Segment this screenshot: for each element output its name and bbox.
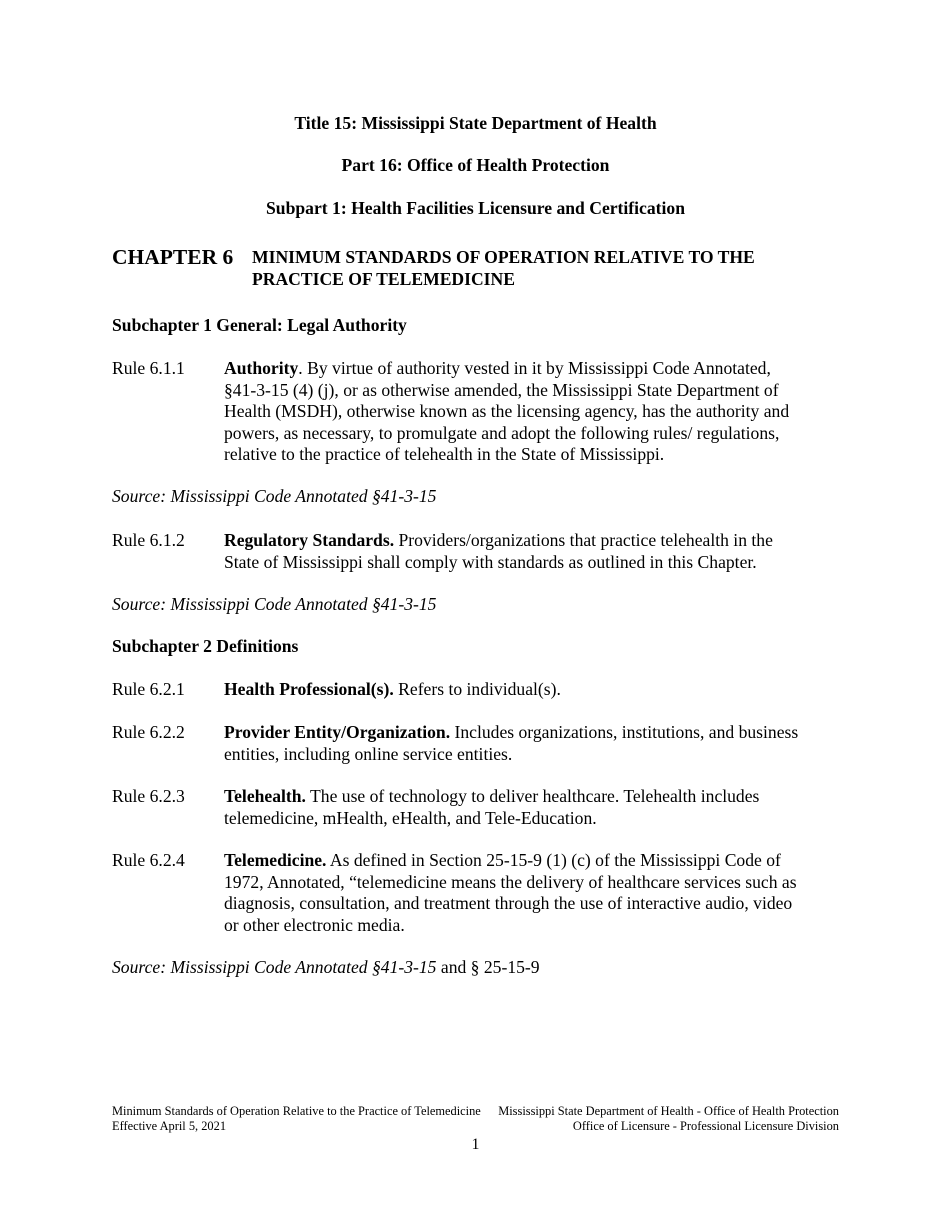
source-text: Source: Mississippi Code Annotated §41-3-15 [112, 594, 437, 614]
rule-text [224, 358, 844, 466]
document-page [112, 0, 839, 1230]
rule-text-line: The use of technology to deliver healthcare. Telehealth includes [305, 786, 760, 806]
document-subpart: Subpart 1: Health Facilities Licensure and Certification [266, 198, 685, 218]
rule-text-line: As defined in Section 25-15-9 (1) (c) of the Mississippi Code of [326, 850, 781, 870]
rule-number: Rule 6.2.4 [112, 850, 185, 870]
rule-term: Health Professional(s). [224, 679, 394, 699]
source-citation [112, 957, 540, 979]
subchapter-2-heading: Subchapter 2 Definitions [112, 636, 299, 656]
rule-text [224, 530, 844, 573]
rule-text-line: entities, including online service entities. [224, 743, 513, 764]
rule-number: Rule 6.1.1 [112, 358, 185, 378]
rule-text-line: §41-3-15 (4) (j), or as otherwise amended, the Mississippi State Department of [224, 379, 779, 400]
page-number: 1 [471, 1136, 480, 1153]
rule-text-line: diagnosis, consultation, and treatment through the use of interactive audio, video [224, 893, 793, 913]
rule-text-line: Health (MSDH), otherwise known as the licensing agency, has the authority and [224, 401, 790, 421]
rule-term: Authority [224, 358, 299, 378]
source-citation [112, 594, 436, 616]
footer-left [112, 1104, 481, 1134]
rule-number: Rule 6.2.3 [112, 786, 185, 806]
rule-text-line: relative to the practice of telehealth in the State of Mississippi. [224, 444, 665, 464]
chapter-title-line: MINIMUM STANDARDS OF OPERATION RELATIVE TO THE [252, 247, 755, 267]
rule-text [224, 679, 844, 701]
subchapter-1-heading: Subchapter 1 General: Legal Authority [112, 315, 407, 335]
rule-term: Regulatory Standards. [224, 530, 395, 550]
rule-number: Rule 6.2.2 [112, 722, 185, 742]
document-part: Part 16: Office of Health Protection [341, 155, 610, 175]
footer-right [498, 1104, 839, 1134]
source-text-plain: and § 25-15-9 [436, 957, 540, 977]
rule-text-line: . By virtue of authority vested in it by Mississippi Code Annotated, [298, 358, 771, 378]
rule-text [224, 850, 844, 936]
rule-term: Telehealth. [224, 786, 306, 806]
chapter-number: CHAPTER 6 [112, 245, 234, 269]
rule-text-line: 1972, Annotated, “telemedicine means the delivery of healthcare services such as [224, 871, 797, 892]
rule-text-line: State of Mississippi shall comply with standards as outlined in this Chapter. [224, 551, 757, 572]
footer-doc-title: Minimum Standards of Operation Relative to the Practice of Telemedicine [112, 1104, 481, 1118]
rule-text [224, 722, 844, 765]
document-title: Title 15: Mississippi State Department of Health [294, 113, 657, 133]
source-text: Source: Mississippi Code Annotated §41-3-15 [112, 957, 437, 977]
rule-term: Provider Entity/Organization. [224, 722, 451, 742]
rule-text [224, 786, 844, 829]
rule-text-line: Includes organizations, institutions, and business [450, 722, 799, 742]
rule-text-line: Providers/organizations that practice telehealth in the [394, 530, 773, 550]
chapter-title-line: PRACTICE OF TELEMEDICINE [252, 268, 515, 289]
rule-number: Rule 6.2.1 [112, 679, 185, 699]
source-citation [112, 486, 436, 508]
rule-text-line: or other electronic media. [224, 914, 405, 935]
footer-division: Office of Licensure - Professional Licensure Division [572, 1119, 839, 1133]
chapter-title [252, 247, 839, 290]
source-text: Source: Mississippi Code Annotated §41-3-15 [112, 486, 437, 506]
footer-effective-date: Effective April 5, 2021 [112, 1119, 227, 1133]
rule-text-line: powers, as necessary, to promulgate and adopt the following rules/ regulations, [224, 422, 780, 443]
footer-department: Mississippi State Department of Health - Office of Health Protection [498, 1104, 839, 1118]
rule-term: Telemedicine. [224, 850, 327, 870]
rule-number: Rule 6.1.2 [112, 530, 185, 550]
rule-text-line: telemedicine, mHealth, eHealth, and Tele-Education. [224, 807, 597, 828]
rule-text-line: Refers to individual(s). [393, 679, 561, 699]
